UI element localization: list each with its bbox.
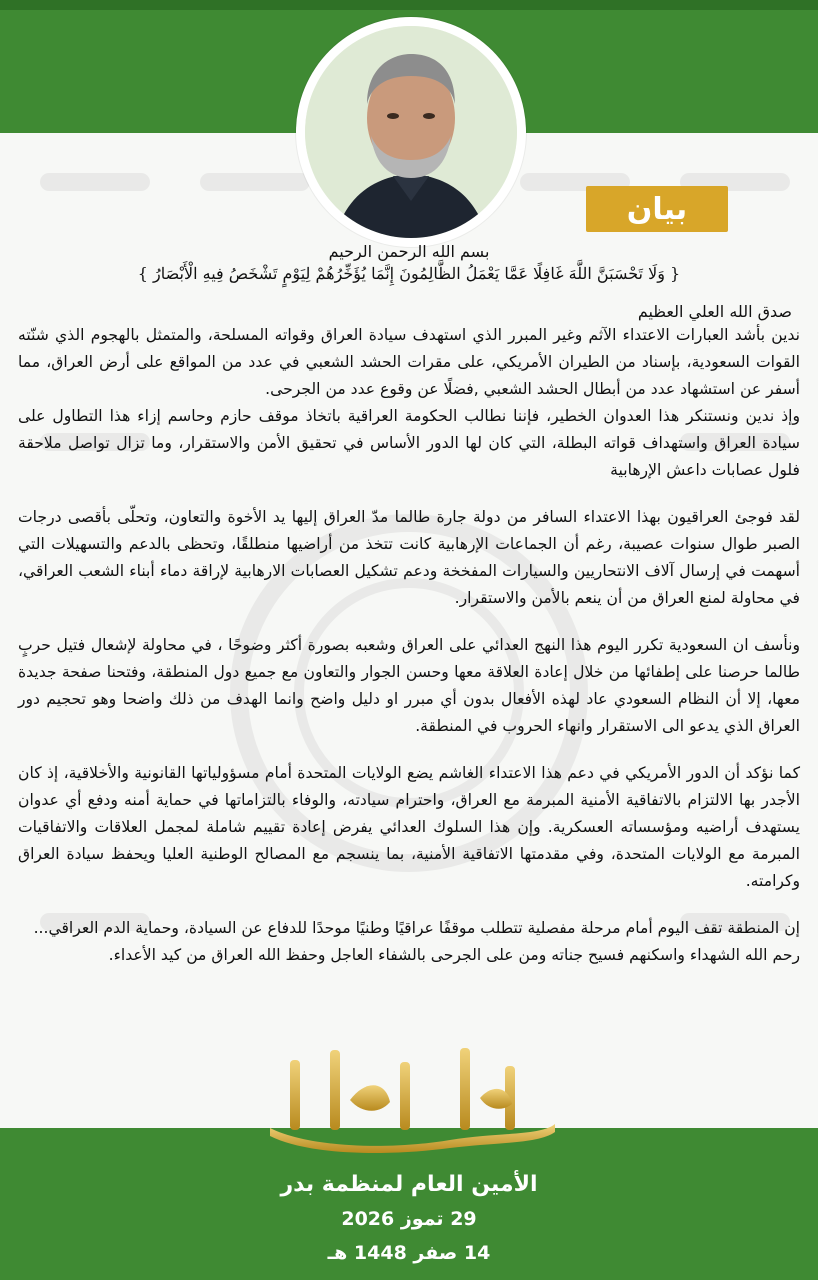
- paragraph-1: ندين بأشد العبارات الاعتداء الآثم وغير المبرر الذي استهدف سيادة العراق وقواته المسلحة، والمتمثل بالهجوم الذي شنّته القوات السعودية، بإسناد من الطيران الأمريكي، على مقرات الحشد الشعبي في عدد من المواقع على أرض العراق، مما أسفر عن استشهاد عدد من أبطال الحشد الشعبي ,فضلًا عن وقوع عدد من الجرحى.: [18, 326, 800, 398]
- signature-hijri-date: 14 صفر 1448 هـ: [327, 1242, 491, 1264]
- quran-verse: { وَلَا تَحْسَبَنَّ اللَّهَ غَافِلًا عَمَّا يَعْمَلُ الظَّالِمُونَ إِنَّمَا يُؤَخِّرُهُمْ لِيَوْمٍ تَشْخَصُ فِيهِ الْأَبْصَارُ }: [137, 264, 681, 283]
- paragraph-7: رحم الله الشهداء واسكنهم فسيح جناته ومن على الجرحى بالشفاء العاجل وحفظ الله العراق من كيد الأعداء.: [108, 946, 800, 964]
- sadaq-line: صدق الله العلي العظيم: [637, 302, 792, 321]
- signature-title: الأمين العام لمنظمة بدر: [280, 1172, 538, 1197]
- top-edge-stripe: [0, 0, 818, 10]
- person-portrait-icon: [305, 26, 517, 238]
- signature-date: 29 تموز 2026: [341, 1208, 477, 1230]
- paragraph-2: وإذ ندين ونستنكر هذا العدوان الخطير، فإننا نطالب الحكومة العراقية باتخاذ موقف حازم وحاسم إزاء هذا التطاول على سيادة العراق واستهداف قواته البطلة، التي كان لها الدور الأساس في تحقيق الأمن والاستقرار، وما تزال تواصل ملاحقة فلول عصابات داعش الإرهابية: [18, 407, 800, 479]
- paragraph-4: ونأسف ان السعودية تكرر اليوم هذا النهج العدائي على العراق وشعبه بصورة أكثر وضوحًا ، في محاولة لإشعال فتيل حربٍ طالما حرصنا على إطفائها من خلال إعادة العلاقة معها وحسن الجوار والتعاون مع جميع دول المنطقة، وفتحنا صفحة جديدة معها، إلا أن النظام السعودي عاد لهذه الأفعال بدون أي مبرر او دليل واضح وانما الهدف من ذلك واضحا وهو تحجيم دور العراق الذي يدعو الى الاستقرار وانهاء الحروب في المنطقة.: [18, 636, 800, 735]
- signature-calligraphy-logo: [250, 1040, 570, 1155]
- statement-badge: بيان: [586, 186, 728, 232]
- basmala: بسم الله الرحمن الرحيم: [328, 242, 490, 261]
- portrait-photo: [305, 26, 517, 238]
- paragraph-5: كما نؤكد أن الدور الأمريكي في دعم هذا الاعتداء الغاشم يضع الولايات المتحدة أمام مسؤولياتها القانونية والأخلاقية، إذ كان الأجدر بها الالتزام بالاتفاقية الأمنية المبرمة مع العراق، واحترام سيادته، والوفاء بالتزاماتها في حماية أمنه ودفع أي عدوان يستهدف أراضيه ومؤسساته العسكرية. وإن هذا السلوك العدائي يفرض إعادة تقييم شاملة لمجمل العلاقات والاتفاقيات المبرمة مع الولايات المتحدة، وفي مقدمتها الاتفاقية الأمنية، بما ينسجم مع المصالح الوطنية العليا ويحفظ سيادة العراق وكرامته.: [18, 764, 800, 890]
- paragraph-3: لقد فوجئ العراقيون بهذا الاعتداء السافر من دولة جارة طالما مدّ العراق إليها يد الأخوة والتعاون، وتحلّى بأقصى درجات الصبر طوال سنوات عصيبة، رغم أن الجماعات الإرهابية كانت تتخذ من أراضيها منطلقًا، وتحظى بالدعم والتسهيلات التي أسهمت في إرسال آلاف الانتحاريين والسيارات المفخخة ودعم تشكيل العصابات الارهابية لإراقة دماء أبناء الشعب العراقي، في محاولة لمنع العراق من أن ينعم بالأمن والاستقرار.: [18, 508, 800, 607]
- paragraph-6: إن المنطقة تقف اليوم أمام مرحلة مفصلية تتطلب موقفًا عراقيًا وطنيًا موحدًا للدفاع عن السيادة، وحماية الدم العراقي...: [33, 919, 800, 937]
- statement-body: [18, 322, 800, 969]
